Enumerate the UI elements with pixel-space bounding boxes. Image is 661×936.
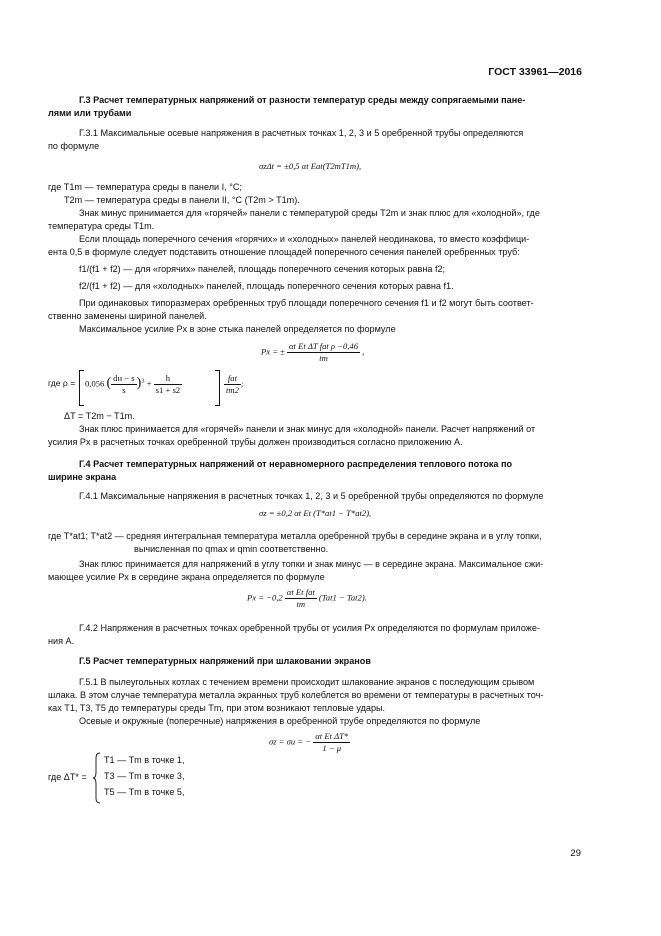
formula-rho: где ρ =: [48, 378, 76, 388]
formula-rho-body: 0,056 ( $\frac{dн - s}{s}$ )$^3$ + $\frac{h}{s1 + s2}$: [85, 373, 181, 395]
formula-g4-1: σz = ±0,2 αt Et (T*at1 − T*at2),: [259, 508, 372, 518]
formula-g3-1: σzΔt = ±0,5 αt Eat(T2mT1m),: [259, 161, 362, 171]
formula-g5: σz = σu = − $\frac{\text{αt Et ΔT*}}{1 - \mu}$: [269, 731, 349, 753]
case-line: T3 — Tm в точке 3,: [104, 771, 185, 781]
definition-line: T2m — температура среды в панели II, °C (T2m > T1m).: [64, 195, 300, 205]
page-number: 29: [570, 848, 581, 859]
fraction: $\frac{\text{αt Et fat}}{tm}$: [286, 587, 315, 609]
paragraph: усилия Px в расчетных точках оребренной трубы должен производиться согласно приложению А.: [48, 437, 463, 447]
paragraph: ственно заменены шириной панелей.: [48, 311, 207, 321]
paragraph: Знак плюс принимается для напряжений в углу топки и знак минус — в середине экрана. Максимальное сжи-: [79, 559, 544, 569]
paragraph: Г.4.1 Максимальные напряжения в расчетных точках 1, 2, 3 и 5 оребренной трубы определяются по формуле: [79, 491, 544, 501]
definition-line: вычисленная по qmax и qmin соответственно.: [134, 544, 329, 554]
formula-rho-tail: $\frac{\text{fat}}{tm2}$ ;: [226, 373, 244, 395]
formula-g3-2: Px = ± $\frac{\text{αt Et ΔT fat ρ −0,46}}{tm}$ ,: [261, 341, 365, 363]
paragraph: Осевые и окружные (поперечные) напряжения в оребренной трубе определяются по формуле: [79, 716, 481, 726]
section-heading-g4: Г.4 Расчет температурных напряжений от неравномерного распределения теплового потока по: [79, 459, 513, 469]
bracket-right: [215, 370, 220, 406]
cases-label: где ΔT* =: [48, 772, 87, 782]
paragraph: ента 0,5 в формуле следует подставить отношение площадей поперечного сечения панелей оребренных труб:: [48, 247, 520, 257]
paragraph: Если площадь поперечного сечения «горячих» и «холодных» панелей неодинакова, то вместо коэффици-: [79, 234, 530, 244]
section-heading-g5: Г.5 Расчет температурных напряжений при шлаковании экранов: [79, 656, 371, 666]
paragraph: При одинаковых типоразмерах оребренных труб площади поперечного сечения f1 и f2 могут быть соответ-: [79, 298, 534, 308]
fraction: $\frac{\text{αt Et ΔT*}}{1 - \mu}$: [315, 731, 349, 753]
section-heading-g3-cont: лями или трубами: [48, 108, 132, 118]
paragraph: Г.5.1 В пылеугольных котлах с течением времени происходит шлакование экранов с последующим срывом: [79, 677, 535, 687]
section-heading-g3: Г.3 Расчет температурных напряжений от разности температур среды между сопрягаемыми пане-: [79, 95, 526, 105]
case-line: T1 — Tm в точке 1,: [104, 755, 185, 765]
definition-line: где T1m — температура среды в панели I, °C;: [48, 182, 242, 192]
case-line: T5 — Tm в точке 5,: [104, 787, 185, 797]
paragraph: ния А.: [48, 636, 75, 646]
paragraph: Знак плюс принимается для «горячей» панели и знак минус для «холодной» панели. Расчет напряжений от: [79, 424, 536, 434]
paragraph: шлака. В этом случае температура металла экранных труб колеблется во времени от температуры в расчетных точ-: [48, 690, 544, 700]
paragraph: мающее усилие Px в середине экрана определяется по формуле: [48, 572, 325, 582]
formula-g4-2: Px = −0,2 $\frac{\text{αt Et fat}}{tm}$ (Tat1 − Tat2).: [247, 587, 367, 609]
paragraph: Максимальное усилие Px в зоне стыка панелей определяется по формуле: [79, 324, 396, 334]
fraction: $\frac{\text{αt Et ΔT fat ρ −0,46}}{tm}$: [289, 341, 359, 363]
paragraph: ках T1, T3, T5 до температуры среды Tm, при этом возникают тепловые удары.: [48, 703, 386, 713]
paragraph: Г.4.2 Напряжения в расчетных точках оребренной трубы от усилия Px определяются по формулам приложе-: [79, 623, 540, 633]
paragraph: Знак минус принимается для «горячей» панели с температурой среды T2m и знак плюс для «холодной», где: [79, 208, 540, 218]
paragraph: по формуле: [48, 141, 100, 151]
paragraph: Г.3.1 Максимальные осевые напряжения в расчетных точках 1, 2, 3 и 5 оребренной трубы определяются: [79, 128, 524, 138]
delta-t-definition: ΔT = T2m − T1m.: [64, 411, 135, 421]
ratio-line: f1/(f1 + f2) — для «горячих» панелей, площадь поперечного сечения которых равна f2;: [79, 264, 446, 274]
section-heading-g4-cont: ширине экрана: [48, 472, 117, 482]
definition-line: где T*at1; T*at2 — средняя интегральная температура металла оребренной трубы в середине экрана и в углу топки,: [48, 531, 542, 541]
ratio-line: f2/(f1 + f2) — для «холодных» панелей, площадь поперечного сечения которых равна f1.: [79, 281, 454, 291]
curly-brace: [92, 752, 102, 804]
standard-number: ГОСТ 33961—2016: [488, 66, 582, 78]
paragraph: температура среды T1m.: [48, 221, 155, 231]
bracket-left: [79, 370, 84, 406]
